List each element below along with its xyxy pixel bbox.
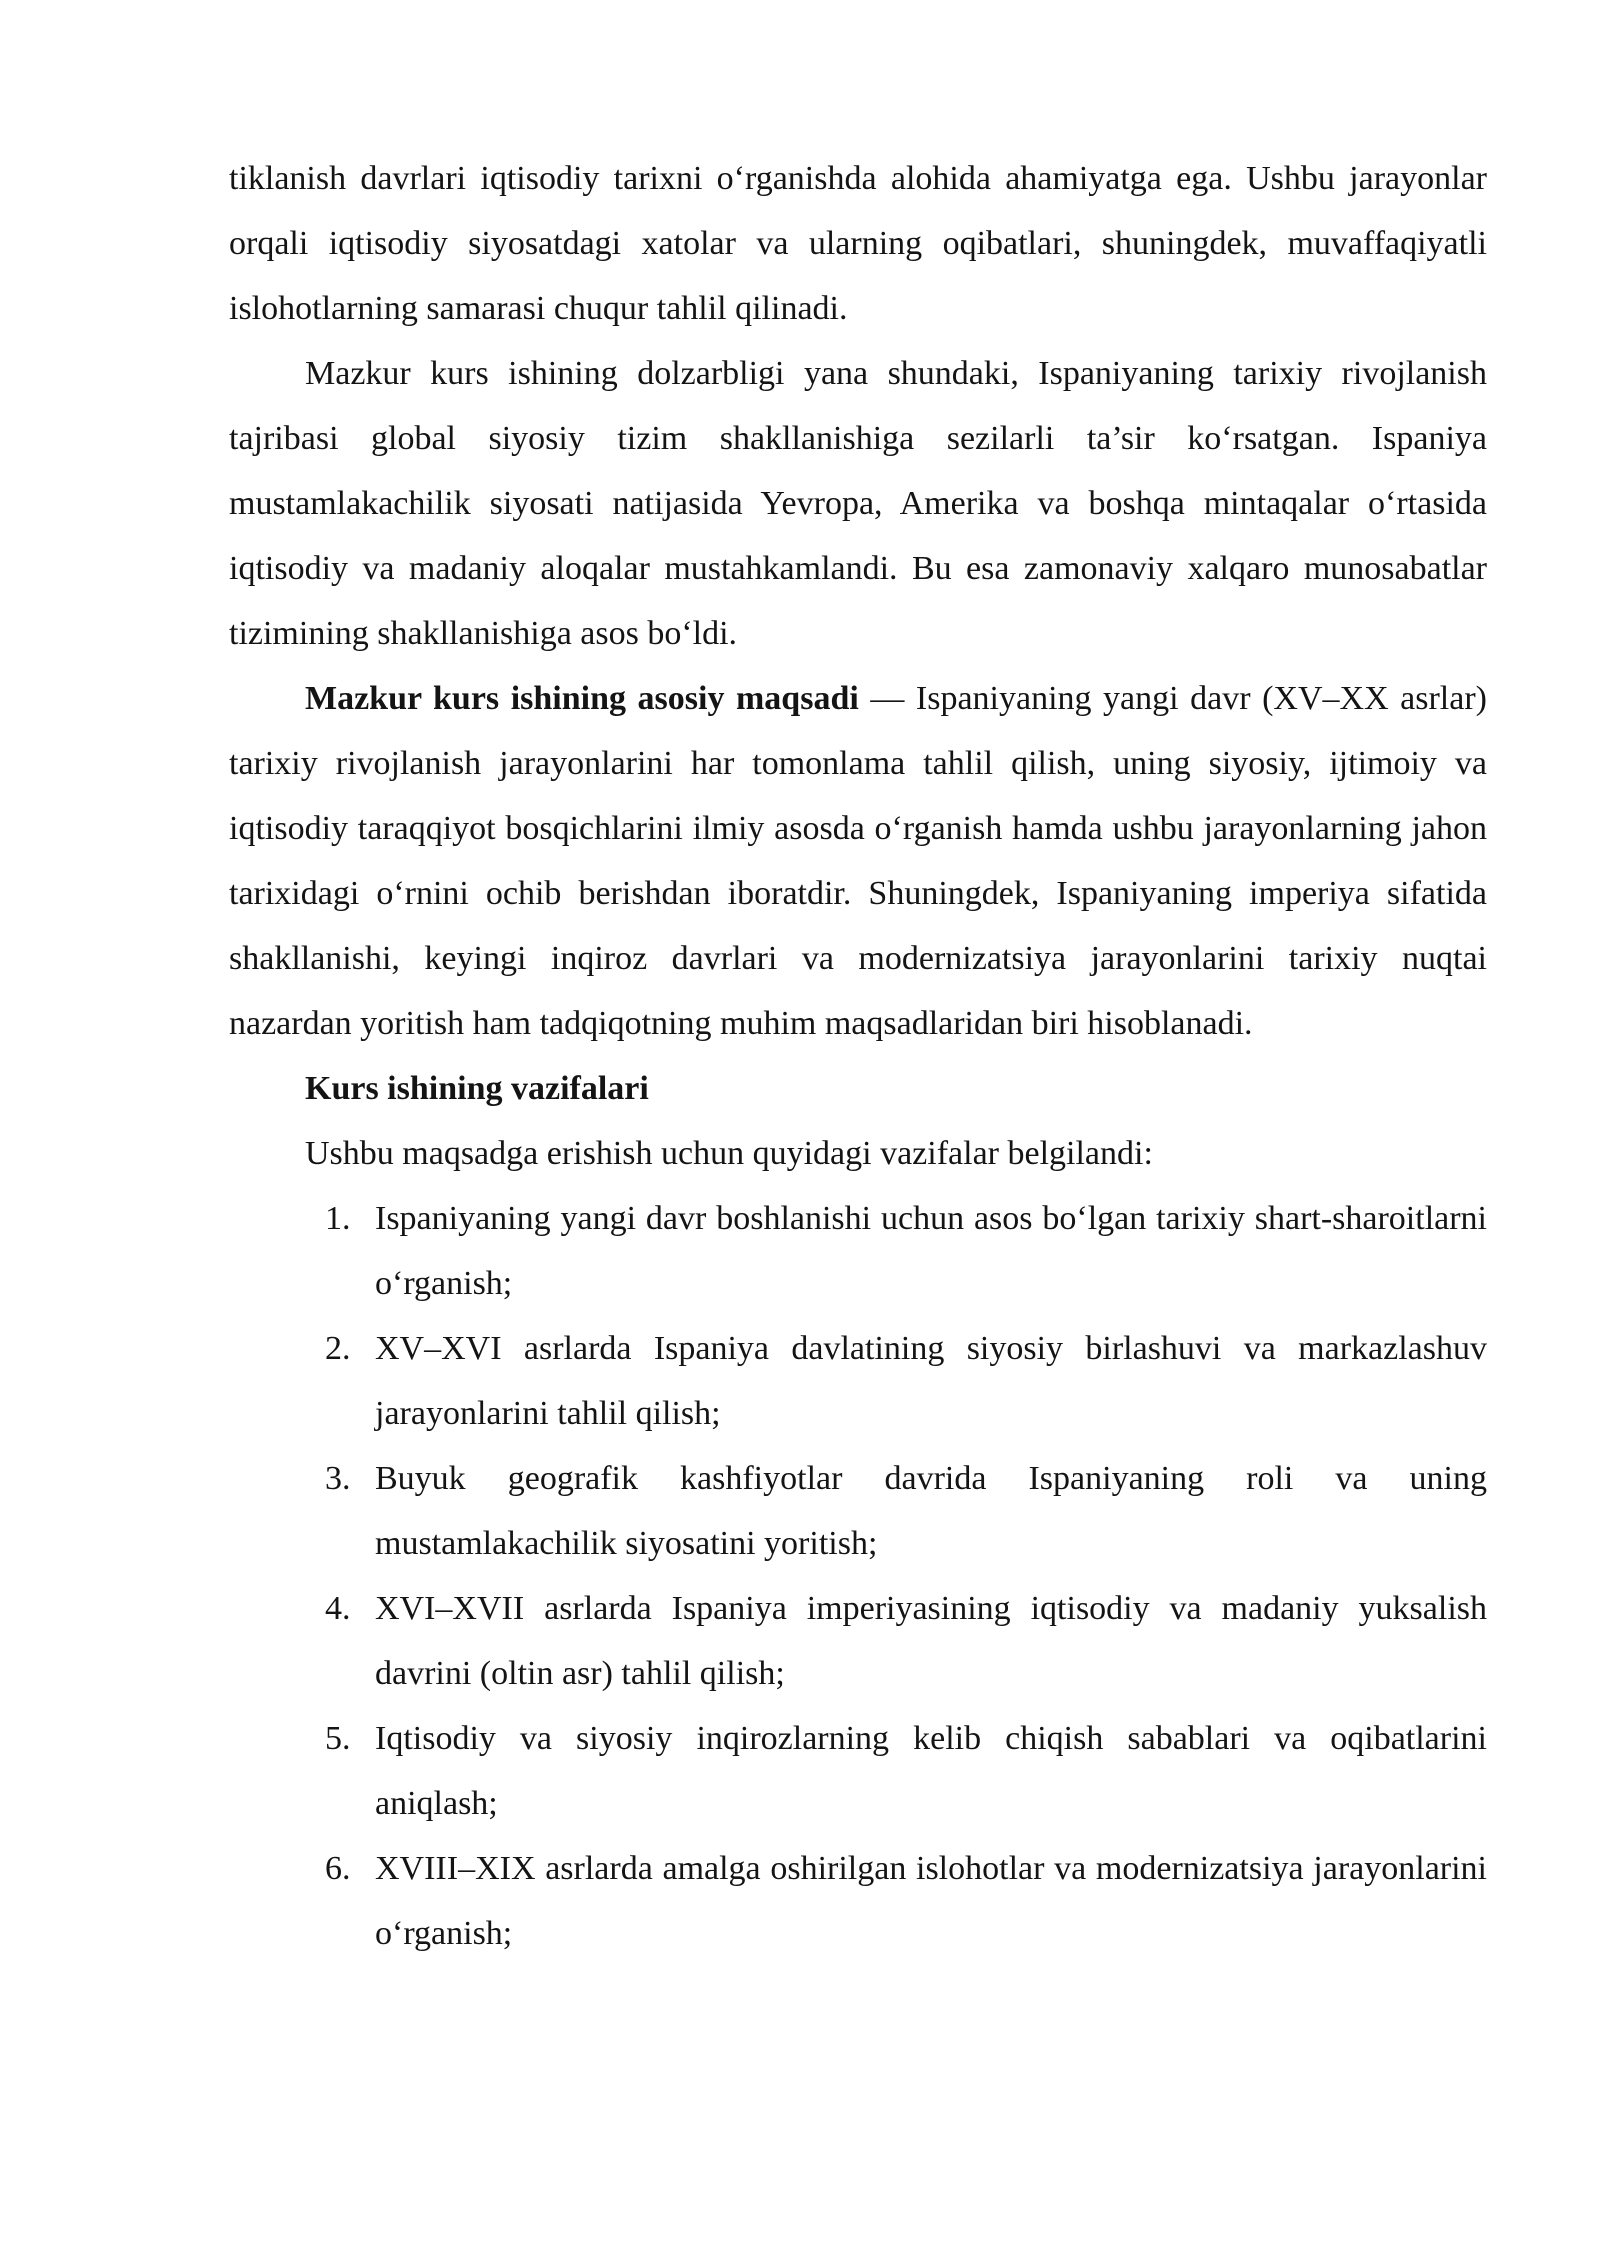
- list-item: [229, 1316, 1487, 1446]
- list-item-text: XVI–XVII asrlarda Ispaniya imperiyasining iqtisodiy va madaniy yuksalish davrini (oltin asr) tahlil qilish;: [375, 1590, 1487, 1692]
- tasks-list: [229, 1186, 1487, 1966]
- tasks-heading: Kurs ishining vazifalari: [305, 1070, 649, 1107]
- main-goal-text: — Ispaniyaning yangi davr (XV–XX asrlar) tarixiy rivojlanish jarayonlarini har tomonlama tahlil qilish, uning siyosiy, ijtimoiy va iqtisodiy taraqqiyot bosqichlarini ilmiy asosda o‘rganish hamda ushbu jarayonlarning jahon tarixidagi o‘rnini ochib berishdan iboratdir. Shuningdek, Ispaniyaning imperiya sifatida shakllanishi, keyingi inqiroz davrlari va modernizatsiya jarayonlarini tarixiy nuqtai nazardan yoritish ham tadqiqotning muhim maqsadlaridan biri hisoblanadi.: [229, 680, 1487, 1042]
- list-item: [229, 1836, 1487, 1966]
- tasks-intro: Ushbu maqsadga erishish uchun quyidagi vazifalar belgilandi:: [305, 1135, 1153, 1172]
- list-item-number: 1.: [325, 1200, 351, 1237]
- list-item: [229, 1576, 1487, 1706]
- main-goal-lead: Mazkur kurs ishining asosiy maqsadi: [305, 680, 859, 717]
- document-page: [229, 146, 1487, 1966]
- list-item-number: 3.: [325, 1460, 351, 1497]
- list-item-number: 5.: [325, 1720, 351, 1757]
- list-item-text: XVIII–XIX asrlarda amalga oshirilgan islohotlar va modernizatsiya jarayonlarini o‘rganish;: [375, 1850, 1487, 1952]
- list-item-text: XV–XVI asrlarda Ispaniya davlatining siyosiy birlashuvi va markazlashuv jarayonlarini tahlil qilish;: [375, 1330, 1487, 1432]
- list-item-text: Iqtisodiy va siyosiy inqirozlarning kelib chiqish sabablari va oqibatlarini aniqlash;: [375, 1720, 1487, 1822]
- list-item-number: 4.: [325, 1590, 351, 1627]
- list-item-number: 2.: [325, 1330, 351, 1367]
- list-item-number: 6.: [325, 1850, 351, 1887]
- list-item: [229, 1186, 1487, 1316]
- paragraph-relevance: Mazkur kurs ishining dolzarbligi yana shundaki, Ispaniyaning tarixiy rivojlanish tajribasi global siyosiy tizim shakllanishiga sezilarli ta’sir ko‘rsatgan. Ispaniya mustamlakachilik siyosati natijasida Yevropa, Amerika va boshqa mintaqalar o‘rtasida iqtisodiy va madaniy aloqalar mustahkamlandi. Bu esa zamonaviy xalqaro munosabatlar tizimining shakllanishiga asos bo‘ldi.: [229, 355, 1487, 652]
- list-item-text: Ispaniyaning yangi davr boshlanishi uchun asos bo‘lgan tarixiy shart-sharoitlarni o‘rganish;: [375, 1200, 1487, 1302]
- paragraph-main-goal: [229, 666, 1487, 1056]
- list-item-text: Buyuk geografik kashfiyotlar davrida Ispaniyaning roli va uning mustamlakachilik siyosatini yoritish;: [375, 1460, 1487, 1562]
- list-item: [229, 1446, 1487, 1576]
- paragraph-crisis-periods: tiklanish davrlari iqtisodiy tarixni o‘rganishda alohida ahamiyatga ega. Ushbu jarayonlar orqali iqtisodiy siyosatdagi xatolar va ularning oqibatlari, shuningdek, muvaffaqiyatli islohotlarning samarasi chuqur tahlil qilinadi.: [229, 160, 1487, 327]
- list-item: [229, 1706, 1487, 1836]
